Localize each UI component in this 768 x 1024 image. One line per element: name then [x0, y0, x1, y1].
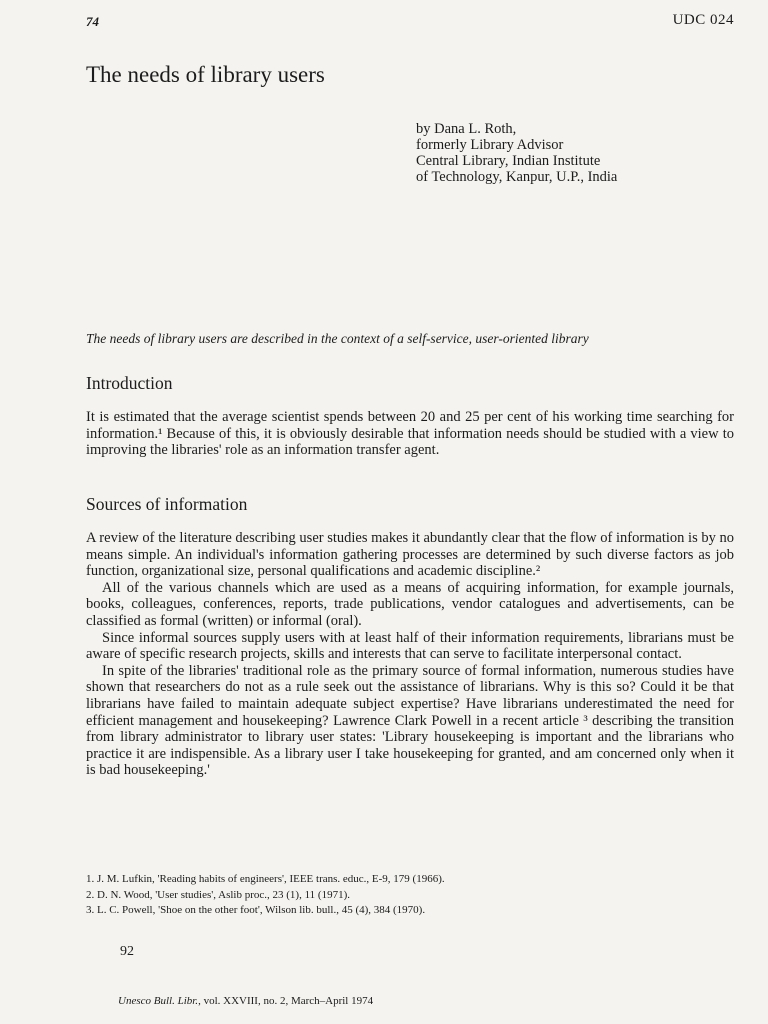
abstract: The needs of library users are described in the context of a self-service, user-oriented library: [86, 331, 589, 346]
journal-title: Unesco Bull. Libr.: [118, 995, 199, 1007]
introduction-heading: Introduction: [86, 373, 173, 393]
footnote: 2. D. N. Wood, 'User studies', Aslib proc., 23 (1), 11 (1971).: [86, 888, 350, 901]
author-line: of Technology, Kanpur, U.P., India: [416, 169, 618, 185]
sources-heading: Sources of information: [86, 494, 248, 514]
paragraph: In spite of the libraries' traditional role as the primary source of formal information, numerous studies have shown that researchers do not as a rule seek out the assistance of librarians. Why is this so? Could it be that librarians have failed to maintain adequate subject expertise? Have librarians underestimated the need for efficient management and housekeeping? Lawrence Clark Powell in a recent article ³ describing the transition from library administrator to library user states: 'Library housekeeping is important and the librarians who practice it are indispensible. As a library user I take housekeeping for granted, and am concerned only when it is bad housekeeping.': [86, 662, 734, 779]
paragraph: All of the various channels which are used as a means of acquiring information, for example journals, books, colleagues, conferences, reports, trade publications, vendor catalogues and advertisements, can be classified as formal (written) or informal (oral).: [86, 579, 734, 629]
author-block: [416, 121, 617, 185]
udc-code: UDC 024: [672, 12, 734, 28]
paragraph: Since informal sources supply users with at least half of their information requirements, librarians must be aware of specific research projects, skills and interests that can serve to facilitate interpersonal contact.: [86, 629, 734, 663]
journal-details: , vol. XXVIII, no. 2, March–April 1974: [198, 995, 374, 1007]
journal-citation: [118, 995, 373, 1007]
author-line: Central Library, Indian Institute: [416, 153, 601, 169]
footnote: 3. L. C. Powell, 'Shoe on the other foot', Wilson lib. bull., 45 (4), 384 (1970).: [86, 904, 426, 916]
author-line: formerly Library Advisor: [416, 137, 564, 153]
paragraph: A review of the literature describing user studies makes it abundantly clear that the flow of information is by no means simple. An individual's information gathering processes are determined by such diverse factors as job function, organizational size, personal qualifications and academic discipline.²: [86, 530, 734, 580]
article-title: The needs of library users: [86, 62, 325, 87]
footnotes: [86, 872, 445, 919]
header-page-number: 74: [86, 14, 99, 29]
footnote: 1. J. M. Lufkin, 'Reading habits of engineers', IEEE trans. educ., E-9, 179 (1966).: [86, 873, 445, 885]
author-line: by Dana L. Roth,: [416, 121, 517, 137]
sources-body: [86, 530, 734, 779]
footer-page-number: 92: [120, 944, 134, 959]
paragraph: It is estimated that the average scientist spends between 20 and 25 per cent of his working time searching for information.¹ Because of this, it is obviously desirable that information needs should be studied with a view to improving the libraries' role as an information transfer agent.: [86, 409, 734, 459]
introduction-body: [86, 409, 734, 459]
